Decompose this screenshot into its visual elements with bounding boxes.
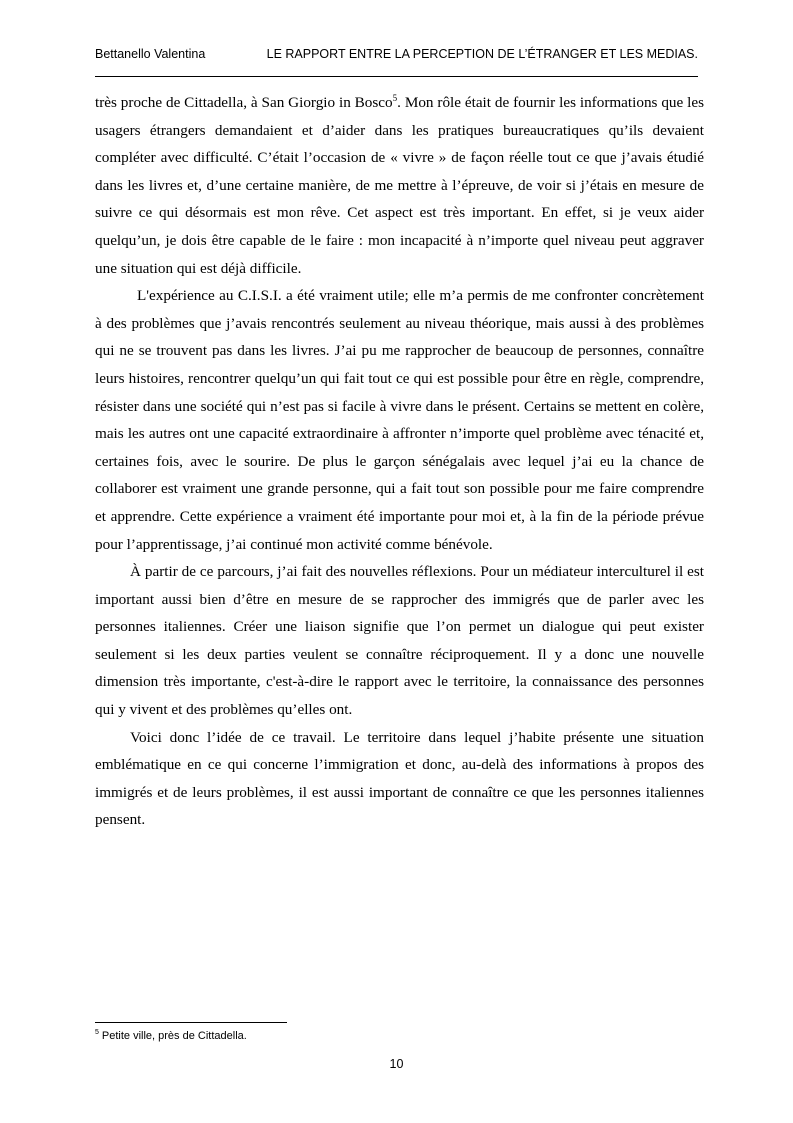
header-divider: [95, 76, 698, 77]
running-header: [95, 47, 698, 65]
paragraph-1-start: très proche de Cittadella, à San Giorgio in Bosco: [95, 94, 393, 111]
paragraph-1: [95, 89, 704, 282]
footnote-divider: [95, 1022, 287, 1023]
main-text: [95, 89, 704, 834]
paragraph-1-rest: . Mon rôle était de fournir les informations que les usagers étrangers demandaient et d’aider dans les pratiques bureaucratiques qu’ils devaient compléter avec difficulté. C’était l’occasion de « vivre » de façon réelle tout ce que j’avais étudié dans les livres et, d’une certaine manière, de me mettre à l’épreuve, de voir si j’étais en mesure de suivre ce qui désormais est mon rêve. Cet aspect est très important. En effet, si je veux aider quelqu’un, je dois être capable de le faire : mon incapacité à n’importe quel niveau peut aggraver une situation qui est déjà difficile.: [95, 94, 704, 277]
paragraph-3: À partir de ce parcours, j’ai fait des nouvelles réflexions. Pour un médiateur interculturel il est important aussi bien d’être en mesure de se rapprocher des immigrés que de parler avec les personnes italiennes. Créer une liaison signifie que l’on permet un dialogue qui peut exister seulement si les deux parties veulent se connaître réciproquement. Il y a donc une nouvelle dimension très importante, c'est-à-dire le rapport avec le territoire, la connaissance des personnes qui y vivent et des problèmes qu’elles ont.: [95, 563, 704, 719]
footnote-number: 5: [95, 1029, 99, 1036]
footnote: [95, 1030, 247, 1042]
page-number: 10: [389, 1057, 404, 1071]
paragraph-2: L'expérience au C.I.S.I. a été vraiment utile; elle m’a permis de me confronter concrètement à des problèmes que j’avais rencontrés seulement au niveau théorique, mais aussi à des problèmes qui ne se trouvent pas dans les livres. J’ai pu me rapprocher de beaucoup de personnes, connaître leurs histoires, rencontrer quelqu’un qui fait tout ce qui est possible pour être en règle, comprendre, résister dans une société qui n’est pas si facile à vivre dans le présent. Certains se mettent en colère, mais les autres ont une capacité extraordinaire à affronter n’importe quel problème avec ténacité et, certaines fois, avec le sourire. De plus le garçon sénégalais avec lequel j’ai eu la chance de collaborer est vraiment une grande personne, qui a fait tout son possible pour me faire comprendre et apprendre. Cette expérience a vraiment été importante pour moi et, à la fin de la période prévue pour l’apprentissage, j’ai continué mon activité comme bénévole.: [95, 287, 704, 553]
footnote-text: Petite ville, près de Cittadella.: [101, 1030, 247, 1042]
paragraph-4: Voici donc l’idée de ce travail. Le territoire dans lequel j’habite présente une situation emblématique en ce qui concerne l’immigration et donc, au-delà des informations à propos des immigrés et de leurs problèmes, il est aussi important de connaître ce que les personnes italiennes pensent.: [95, 728, 704, 829]
header-author: Bettanello Valentina: [95, 47, 206, 61]
header-title: LE RAPPORT ENTRE LA PERCEPTION DE L’ÉTRANGER ET LES MEDIAS.: [266, 47, 698, 61]
footnote-reference: 5: [392, 93, 398, 103]
